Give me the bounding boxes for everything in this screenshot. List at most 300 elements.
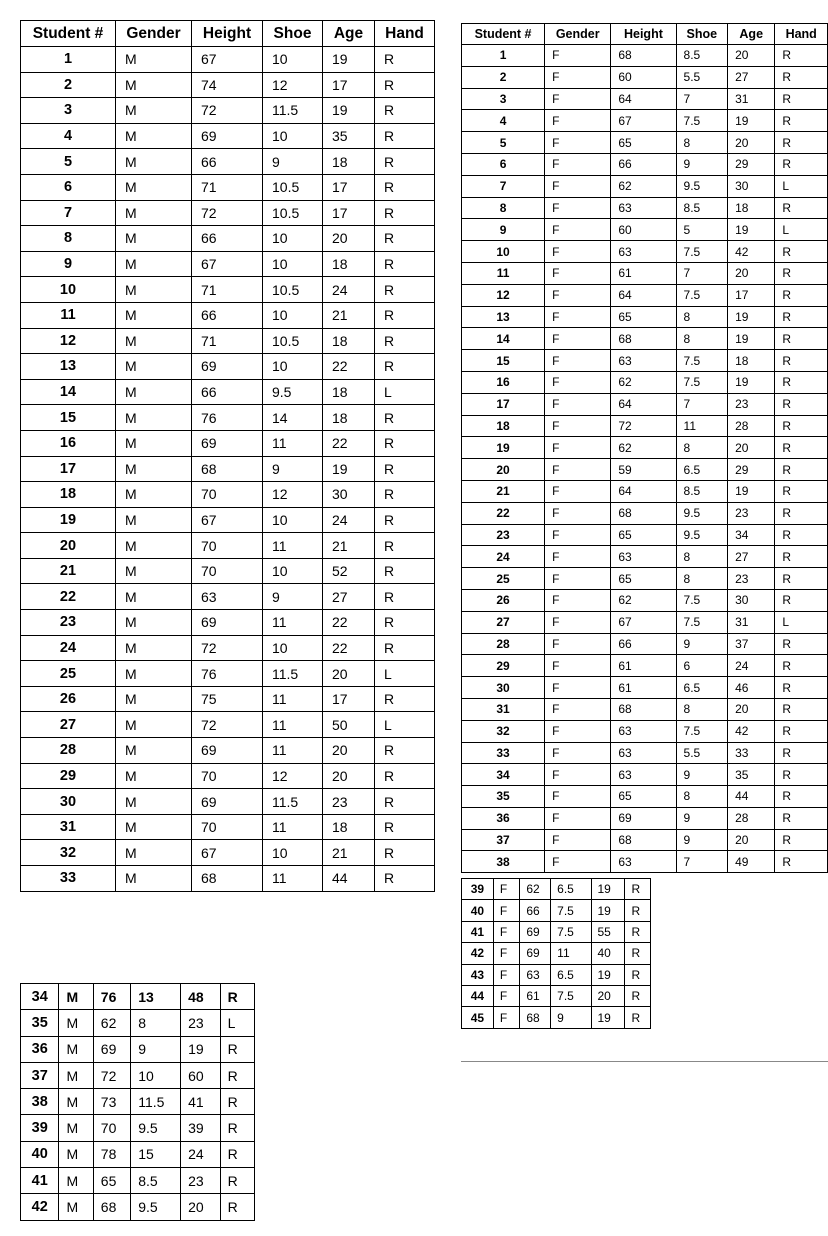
column-header-age: Age — [323, 21, 375, 47]
gender-cell: F — [545, 371, 611, 393]
student-number-cell: 36 — [21, 1036, 59, 1062]
student-number-cell: 30 — [462, 677, 545, 699]
height-cell: 68 — [611, 698, 676, 720]
gender-cell: M — [116, 763, 192, 789]
height-cell: 65 — [611, 132, 676, 154]
gender-cell: M — [116, 174, 192, 200]
student-number-cell: 38 — [21, 1089, 59, 1115]
table-row — [21, 1194, 255, 1220]
hand-cell: R — [375, 610, 435, 636]
gender-cell: F — [545, 611, 611, 633]
male-cont-body — [21, 984, 255, 1221]
height-cell: 71 — [192, 174, 263, 200]
shoe-cell: 7.5 — [676, 589, 728, 611]
hand-cell: R — [775, 45, 828, 67]
gender-cell: F — [545, 45, 611, 67]
table-row — [462, 807, 828, 829]
table-row — [462, 393, 828, 415]
column-header-shoe: Shoe — [676, 24, 728, 45]
shoe-cell: 7 — [676, 393, 728, 415]
table-row — [462, 306, 828, 328]
hand-cell: R — [775, 524, 828, 546]
shoe-cell: 10 — [263, 47, 323, 73]
table-row — [462, 110, 828, 132]
hand-cell: R — [375, 814, 435, 840]
hand-cell: R — [375, 47, 435, 73]
height-cell: 75 — [192, 686, 263, 712]
gender-cell: F — [545, 633, 611, 655]
student-number-cell: 33 — [21, 866, 116, 892]
age-cell: 19 — [728, 480, 775, 502]
age-cell: 27 — [728, 546, 775, 568]
age-cell: 17 — [728, 284, 775, 306]
shoe-cell: 9 — [263, 456, 323, 482]
hand-cell: R — [375, 763, 435, 789]
shoe-cell: 10.5 — [263, 174, 323, 200]
hand-cell: R — [775, 241, 828, 263]
shoe-cell: 7 — [676, 851, 728, 873]
column-header-height: Height — [192, 21, 263, 47]
table-row — [462, 633, 828, 655]
student-number-cell: 42 — [21, 1194, 59, 1220]
height-cell: 67 — [611, 110, 676, 132]
gender-cell: M — [116, 661, 192, 687]
shoe-cell: 11 — [263, 712, 323, 738]
student-number-cell: 25 — [21, 661, 116, 687]
table-row — [21, 174, 435, 200]
hand-cell: R — [625, 921, 651, 942]
height-cell: 62 — [93, 1010, 130, 1036]
age-cell: 19 — [181, 1036, 221, 1062]
shoe-cell: 9.5 — [676, 524, 728, 546]
table-row — [462, 480, 828, 502]
table-row — [21, 277, 435, 303]
table-row — [462, 153, 828, 175]
student-number-cell: 32 — [462, 720, 545, 742]
shoe-cell: 7.5 — [676, 611, 728, 633]
height-cell: 74 — [192, 72, 263, 98]
height-cell: 65 — [93, 1168, 130, 1194]
student-number-cell: 6 — [462, 153, 545, 175]
student-number-cell: 34 — [462, 764, 545, 786]
hand-cell: R — [775, 851, 828, 873]
shoe-cell: 11 — [263, 866, 323, 892]
student-number-cell: 35 — [462, 786, 545, 808]
height-cell: 63 — [520, 964, 551, 985]
student-number-cell: 18 — [21, 482, 116, 508]
hand-cell: R — [375, 123, 435, 149]
age-cell: 23 — [181, 1168, 221, 1194]
age-cell: 55 — [591, 921, 625, 942]
hand-cell: R — [775, 720, 828, 742]
table-row — [21, 98, 435, 124]
female-students-table — [461, 23, 828, 873]
student-number-cell: 10 — [21, 277, 116, 303]
age-cell: 50 — [323, 712, 375, 738]
hand-cell: R — [775, 371, 828, 393]
shoe-cell: 7.5 — [676, 371, 728, 393]
shoe-cell: 8 — [676, 306, 728, 328]
student-number-cell: 14 — [462, 328, 545, 350]
age-cell: 23 — [728, 393, 775, 415]
gender-cell: M — [116, 200, 192, 226]
age-cell: 37 — [728, 633, 775, 655]
height-cell: 60 — [611, 66, 676, 88]
height-cell: 62 — [520, 879, 551, 900]
shoe-cell: 6.5 — [676, 677, 728, 699]
age-cell: 30 — [323, 482, 375, 508]
student-number-cell: 23 — [21, 610, 116, 636]
gender-cell: M — [116, 686, 192, 712]
gender-cell: M — [116, 149, 192, 175]
gender-cell: M — [59, 1062, 93, 1088]
hand-cell: R — [775, 633, 828, 655]
shoe-cell: 12 — [263, 763, 323, 789]
student-number-cell: 36 — [462, 807, 545, 829]
gender-cell: M — [59, 1168, 93, 1194]
age-cell: 20 — [323, 763, 375, 789]
hand-cell: R — [375, 866, 435, 892]
age-cell: 19 — [728, 306, 775, 328]
table-row — [462, 437, 828, 459]
hand-cell: R — [775, 350, 828, 372]
table-row — [462, 415, 828, 437]
shoe-cell: 9.5 — [676, 175, 728, 197]
table-row — [462, 328, 828, 350]
student-number-cell: 35 — [21, 1010, 59, 1036]
horizontal-divider — [461, 1061, 828, 1062]
age-cell: 20 — [728, 262, 775, 284]
hand-cell: R — [625, 1007, 651, 1028]
height-cell: 64 — [611, 284, 676, 306]
shoe-cell: 9 — [676, 633, 728, 655]
gender-cell: F — [545, 328, 611, 350]
age-cell: 18 — [323, 149, 375, 175]
shoe-cell: 11 — [263, 686, 323, 712]
male-table-body — [21, 47, 435, 892]
hand-cell: R — [375, 635, 435, 661]
table-row — [21, 738, 435, 764]
shoe-cell: 5.5 — [676, 66, 728, 88]
height-cell: 76 — [192, 405, 263, 431]
hand-cell: R — [375, 686, 435, 712]
student-number-cell: 1 — [462, 45, 545, 67]
table-row — [462, 175, 828, 197]
student-number-cell: 17 — [21, 456, 116, 482]
age-cell: 42 — [728, 241, 775, 263]
hand-cell: R — [775, 66, 828, 88]
hand-cell: R — [775, 480, 828, 502]
gender-cell: F — [545, 350, 611, 372]
student-number-cell: 11 — [462, 262, 545, 284]
age-cell: 19 — [728, 219, 775, 241]
table-row — [21, 302, 435, 328]
hand-cell: R — [375, 251, 435, 277]
gender-cell: F — [545, 241, 611, 263]
student-number-cell: 42 — [462, 943, 494, 964]
height-cell: 61 — [611, 262, 676, 284]
gender-cell: F — [545, 459, 611, 481]
gender-cell: M — [116, 482, 192, 508]
age-cell: 20 — [323, 226, 375, 252]
height-cell: 68 — [192, 456, 263, 482]
height-cell: 72 — [192, 712, 263, 738]
hand-cell: L — [375, 379, 435, 405]
hand-cell: R — [375, 72, 435, 98]
student-number-cell: 41 — [462, 921, 494, 942]
student-number-cell: 24 — [21, 635, 116, 661]
student-number-cell: 39 — [21, 1115, 59, 1141]
height-cell: 65 — [611, 524, 676, 546]
hand-cell: R — [375, 840, 435, 866]
table-row — [21, 866, 435, 892]
shoe-cell: 7.5 — [676, 720, 728, 742]
shoe-cell: 8 — [131, 1010, 181, 1036]
age-cell: 35 — [323, 123, 375, 149]
hand-cell: R — [375, 302, 435, 328]
table-row — [21, 712, 435, 738]
gender-cell: F — [493, 879, 520, 900]
shoe-cell: 10 — [263, 840, 323, 866]
age-cell: 23 — [323, 789, 375, 815]
shoe-cell: 8 — [676, 546, 728, 568]
age-cell: 18 — [323, 405, 375, 431]
table-row — [462, 1007, 651, 1028]
height-cell: 65 — [611, 786, 676, 808]
shoe-cell: 9 — [131, 1036, 181, 1062]
shoe-cell: 8.5 — [676, 480, 728, 502]
gender-cell: M — [116, 47, 192, 73]
hand-cell: L — [220, 1010, 254, 1036]
hand-cell: R — [775, 786, 828, 808]
student-number-cell: 20 — [462, 459, 545, 481]
age-cell: 40 — [591, 943, 625, 964]
student-number-cell: 3 — [21, 98, 116, 124]
student-number-cell: 15 — [462, 350, 545, 372]
table-row — [21, 507, 435, 533]
table-row — [21, 686, 435, 712]
height-cell: 69 — [93, 1036, 130, 1062]
height-cell: 69 — [611, 807, 676, 829]
student-number-cell: 22 — [462, 502, 545, 524]
table-row — [21, 1089, 255, 1115]
student-number-cell: 21 — [21, 558, 116, 584]
height-cell: 72 — [93, 1062, 130, 1088]
age-cell: 18 — [323, 379, 375, 405]
age-cell: 20 — [728, 132, 775, 154]
shoe-cell: 9 — [676, 829, 728, 851]
height-cell: 66 — [611, 633, 676, 655]
shoe-cell: 11 — [263, 430, 323, 456]
student-number-cell: 13 — [21, 354, 116, 380]
student-number-cell: 18 — [462, 415, 545, 437]
hand-cell: R — [375, 405, 435, 431]
shoe-cell: 10.5 — [263, 328, 323, 354]
shoe-cell: 6 — [676, 655, 728, 677]
age-cell: 19 — [591, 900, 625, 921]
age-cell: 17 — [323, 686, 375, 712]
hand-cell: R — [375, 174, 435, 200]
table-row — [462, 262, 828, 284]
student-number-cell: 8 — [21, 226, 116, 252]
shoe-cell: 7.5 — [676, 241, 728, 263]
gender-cell: F — [545, 546, 611, 568]
table-row — [462, 655, 828, 677]
shoe-cell: 11 — [263, 738, 323, 764]
table-row — [462, 611, 828, 633]
age-cell: 20 — [181, 1194, 221, 1220]
table-row — [21, 328, 435, 354]
age-cell: 19 — [323, 456, 375, 482]
hand-cell: R — [220, 1141, 254, 1167]
height-cell: 68 — [611, 328, 676, 350]
height-cell: 69 — [192, 430, 263, 456]
column-header-height: Height — [611, 24, 676, 45]
table-row — [21, 1115, 255, 1141]
student-number-cell: 13 — [462, 306, 545, 328]
height-cell: 72 — [192, 200, 263, 226]
age-cell: 46 — [728, 677, 775, 699]
table-row — [21, 840, 435, 866]
hand-cell: R — [775, 197, 828, 219]
gender-cell: M — [116, 738, 192, 764]
height-cell: 63 — [611, 764, 676, 786]
height-cell: 72 — [611, 415, 676, 437]
shoe-cell: 9 — [676, 764, 728, 786]
gender-cell: F — [545, 66, 611, 88]
gender-cell: M — [116, 584, 192, 610]
shoe-cell: 6.5 — [676, 459, 728, 481]
height-cell: 62 — [611, 589, 676, 611]
student-number-cell: 15 — [21, 405, 116, 431]
table-row — [462, 219, 828, 241]
height-cell: 66 — [520, 900, 551, 921]
table-row — [462, 132, 828, 154]
gender-cell: F — [545, 655, 611, 677]
student-number-cell: 2 — [462, 66, 545, 88]
table-row — [462, 764, 828, 786]
gender-cell: F — [493, 964, 520, 985]
height-cell: 72 — [192, 98, 263, 124]
student-number-cell: 8 — [462, 197, 545, 219]
age-cell: 23 — [728, 568, 775, 590]
age-cell: 24 — [181, 1141, 221, 1167]
student-number-cell: 4 — [462, 110, 545, 132]
gender-cell: F — [545, 175, 611, 197]
column-header-student-number: Student # — [21, 21, 116, 47]
table-row — [462, 698, 828, 720]
age-cell: 41 — [181, 1089, 221, 1115]
table-row — [462, 851, 828, 873]
gender-cell: F — [545, 851, 611, 873]
student-number-cell: 21 — [462, 480, 545, 502]
table-row — [21, 430, 435, 456]
shoe-cell: 8 — [676, 786, 728, 808]
gender-cell: M — [116, 226, 192, 252]
hand-cell: R — [775, 677, 828, 699]
student-number-cell: 40 — [21, 1141, 59, 1167]
table-row — [21, 251, 435, 277]
header-row — [462, 24, 828, 45]
table-row — [462, 350, 828, 372]
student-number-cell: 39 — [462, 879, 494, 900]
hand-cell: L — [775, 219, 828, 241]
student-number-cell: 6 — [21, 174, 116, 200]
student-number-cell: 19 — [462, 437, 545, 459]
table-row — [21, 456, 435, 482]
hand-cell: L — [375, 712, 435, 738]
table-row — [462, 45, 828, 67]
gender-cell: M — [116, 354, 192, 380]
student-number-cell: 10 — [462, 241, 545, 263]
student-number-cell: 5 — [462, 132, 545, 154]
height-cell: 64 — [611, 88, 676, 110]
age-cell: 20 — [728, 437, 775, 459]
hand-cell: R — [775, 546, 828, 568]
gender-cell: M — [116, 328, 192, 354]
shoe-cell: 10 — [263, 635, 323, 661]
student-number-cell: 23 — [462, 524, 545, 546]
age-cell: 31 — [728, 611, 775, 633]
shoe-cell: 11.5 — [131, 1089, 181, 1115]
gender-cell: F — [545, 742, 611, 764]
shoe-cell: 9.5 — [263, 379, 323, 405]
student-number-cell: 12 — [462, 284, 545, 306]
table-row — [21, 405, 435, 431]
student-number-cell: 44 — [462, 985, 494, 1006]
shoe-cell: 5.5 — [676, 742, 728, 764]
age-cell: 22 — [323, 354, 375, 380]
student-number-cell: 25 — [462, 568, 545, 590]
hand-cell: R — [375, 738, 435, 764]
table-row — [462, 985, 651, 1006]
height-cell: 69 — [192, 789, 263, 815]
age-cell: 27 — [323, 584, 375, 610]
age-cell: 18 — [728, 350, 775, 372]
table-row — [21, 610, 435, 636]
hand-cell: R — [375, 354, 435, 380]
gender-cell: M — [59, 1089, 93, 1115]
gender-cell: F — [545, 589, 611, 611]
age-cell: 23 — [728, 502, 775, 524]
table-row — [21, 661, 435, 687]
age-cell: 24 — [323, 507, 375, 533]
female-table-body — [462, 45, 828, 873]
hand-cell: R — [375, 277, 435, 303]
hand-cell: R — [375, 226, 435, 252]
shoe-cell: 11.5 — [263, 661, 323, 687]
gender-cell: F — [493, 985, 520, 1006]
table-row — [21, 763, 435, 789]
gender-cell: F — [493, 1007, 520, 1028]
gender-cell: F — [545, 480, 611, 502]
age-cell: 19 — [591, 1007, 625, 1028]
height-cell: 71 — [192, 277, 263, 303]
student-number-cell: 16 — [462, 371, 545, 393]
height-cell: 68 — [192, 866, 263, 892]
gender-cell: F — [545, 677, 611, 699]
student-number-cell: 14 — [21, 379, 116, 405]
student-number-cell: 34 — [21, 984, 59, 1010]
gender-cell: F — [545, 786, 611, 808]
table-row — [21, 533, 435, 559]
hand-cell: R — [775, 262, 828, 284]
shoe-cell: 8.5 — [676, 45, 728, 67]
table-row — [21, 72, 435, 98]
hand-cell: R — [775, 415, 828, 437]
table-row — [462, 502, 828, 524]
height-cell: 61 — [520, 985, 551, 1006]
